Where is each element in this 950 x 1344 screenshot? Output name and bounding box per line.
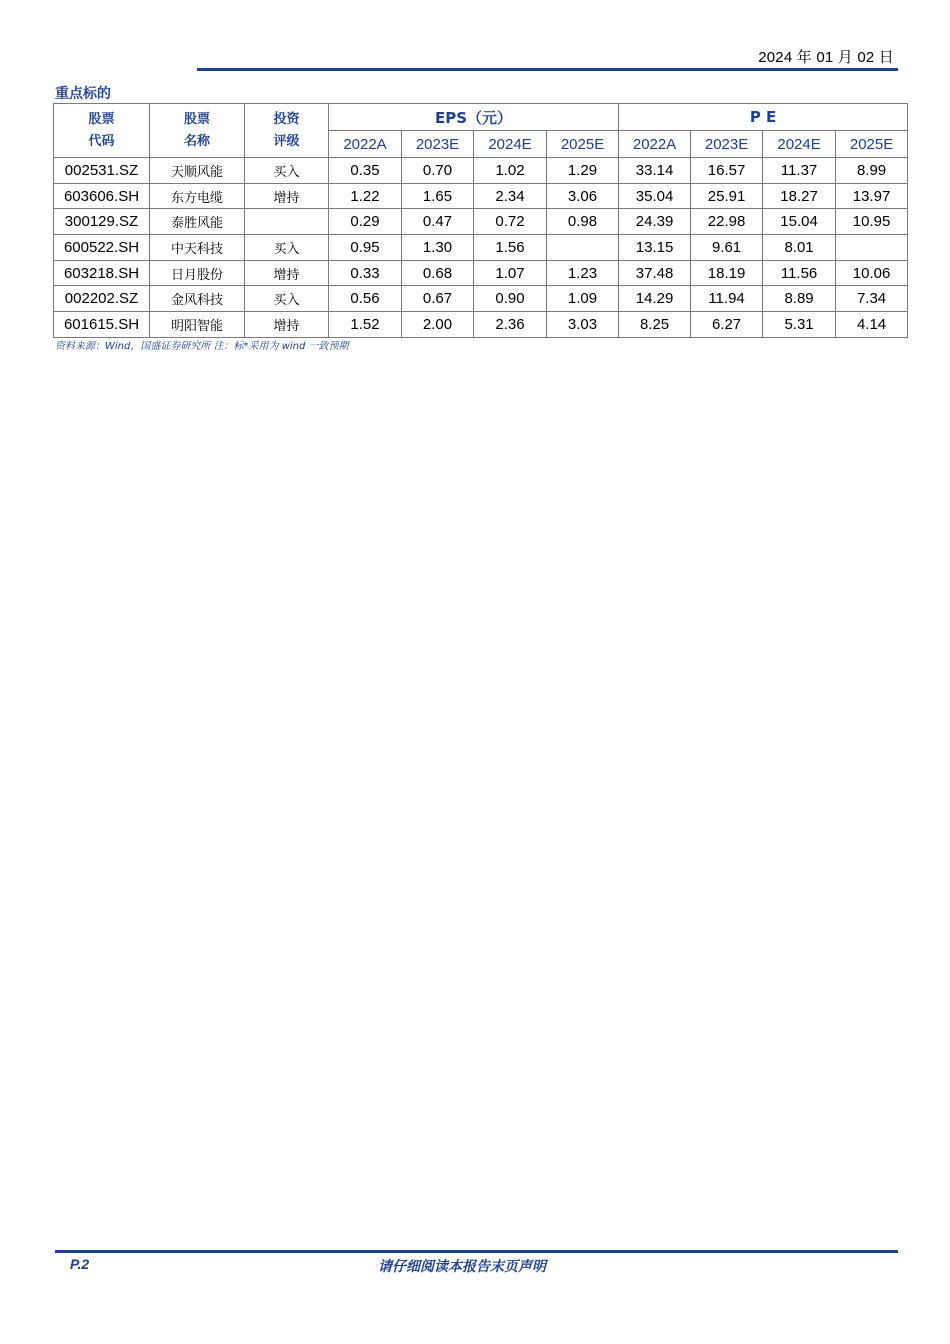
- pe-2022a-cell: 8.25: [619, 312, 691, 338]
- eps-2025e-cell: 1.23: [547, 260, 619, 286]
- pe-2024e-cell: 15.04: [763, 209, 836, 235]
- stock-code-cell: 300129.SZ: [54, 209, 150, 235]
- eps-2025e-cell: 1.29: [547, 158, 619, 184]
- pe-2024e-cell: 11.56: [763, 260, 836, 286]
- header-stock-code-line2: 代码: [88, 133, 115, 149]
- pe-2022a-cell: 37.48: [619, 260, 691, 286]
- pe-2025e-cell: [836, 235, 908, 261]
- stock-code-cell: 601615.SH: [54, 312, 150, 338]
- eps-2024e-cell: 0.90: [474, 286, 547, 312]
- eps-2024e-cell: 1.02: [474, 158, 547, 184]
- pe-2023e-cell: 6.27: [691, 312, 763, 338]
- table-row: [54, 286, 908, 312]
- pe-2024e-cell: 8.89: [763, 286, 836, 312]
- table-header: [54, 104, 908, 158]
- header-rating: [245, 104, 329, 158]
- stock-name-cell: 中天科技: [150, 235, 245, 261]
- eps-2025e-cell: 3.03: [547, 312, 619, 338]
- rating-cell: 买入: [245, 286, 329, 312]
- key-stocks-table: [53, 103, 908, 338]
- rating-cell: 增持: [245, 260, 329, 286]
- table-row: [54, 312, 908, 338]
- header-stock-name-line1: 股票: [183, 111, 210, 127]
- eps-2025e-cell: 1.09: [547, 286, 619, 312]
- eps-2024e-cell: 2.36: [474, 312, 547, 338]
- header-pe-2024e: 2024E: [763, 131, 836, 158]
- pe-2022a-cell: 24.39: [619, 209, 691, 235]
- eps-2025e-cell: 3.06: [547, 183, 619, 209]
- stock-code-cell: 600522.SH: [54, 235, 150, 261]
- eps-2023e-cell: 0.70: [402, 158, 474, 184]
- pe-2025e-cell: 13.97: [836, 183, 908, 209]
- header-eps-2023e: 2023E: [402, 131, 474, 158]
- stock-code-cell: 603218.SH: [54, 260, 150, 286]
- eps-2025e-cell: [547, 235, 619, 261]
- eps-2023e-cell: 0.68: [402, 260, 474, 286]
- pe-2024e-cell: 11.37: [763, 158, 836, 184]
- pe-2025e-cell: 7.34: [836, 286, 908, 312]
- stock-code-cell: 603606.SH: [54, 183, 150, 209]
- stock-code-cell: 002202.SZ: [54, 286, 150, 312]
- eps-2023e-cell: 0.47: [402, 209, 474, 235]
- pe-2022a-cell: 33.14: [619, 158, 691, 184]
- eps-2023e-cell: 1.30: [402, 235, 474, 261]
- header-eps-group: EPS（元）: [329, 104, 619, 131]
- pe-2023e-cell: 16.57: [691, 158, 763, 184]
- header-pe-group: P E: [619, 104, 908, 131]
- table-row: [54, 260, 908, 286]
- eps-2024e-cell: 2.34: [474, 183, 547, 209]
- rating-cell: 增持: [245, 183, 329, 209]
- table-body: [54, 158, 908, 338]
- pe-2022a-cell: 14.29: [619, 286, 691, 312]
- eps-2024e-cell: 1.56: [474, 235, 547, 261]
- header-divider: [197, 68, 898, 71]
- stock-code-cell: 002531.SZ: [54, 158, 150, 184]
- rating-cell: [245, 209, 329, 235]
- pe-2024e-cell: 8.01: [763, 235, 836, 261]
- pe-2025e-cell: 4.14: [836, 312, 908, 338]
- header-stock-code-line1: 股票: [88, 111, 115, 127]
- rating-cell: 买入: [245, 158, 329, 184]
- pe-2022a-cell: 35.04: [619, 183, 691, 209]
- eps-2022a-cell: 0.35: [329, 158, 402, 184]
- pe-2024e-cell: 5.31: [763, 312, 836, 338]
- rating-cell: 增持: [245, 312, 329, 338]
- eps-2023e-cell: 1.65: [402, 183, 474, 209]
- pe-2023e-cell: 9.61: [691, 235, 763, 261]
- pe-2023e-cell: 18.19: [691, 260, 763, 286]
- stock-name-cell: 泰胜风能: [150, 209, 245, 235]
- eps-2022a-cell: 0.95: [329, 235, 402, 261]
- eps-2024e-cell: 0.72: [474, 209, 547, 235]
- table-row: [54, 235, 908, 261]
- eps-2025e-cell: 0.98: [547, 209, 619, 235]
- table-row: [54, 158, 908, 184]
- header-pe-2022a: 2022A: [619, 131, 691, 158]
- pe-2023e-cell: 22.98: [691, 209, 763, 235]
- eps-2022a-cell: 1.52: [329, 312, 402, 338]
- pe-2025e-cell: 8.99: [836, 158, 908, 184]
- header-eps-2024e: 2024E: [474, 131, 547, 158]
- stock-name-cell: 明阳智能: [150, 312, 245, 338]
- stock-name-cell: 金风科技: [150, 286, 245, 312]
- table-row: [54, 209, 908, 235]
- stock-name-cell: 天顺风能: [150, 158, 245, 184]
- eps-2022a-cell: 0.33: [329, 260, 402, 286]
- header-pe-2025e: 2025E: [836, 131, 908, 158]
- header-stock-name-line2: 名称: [183, 133, 210, 149]
- source-note: 资料来源：Wind，国盛证券研究所 注：标*采用为 wind 一致预期: [55, 341, 349, 352]
- header-rating-line2: 评级: [273, 133, 300, 149]
- header-rating-line1: 投资: [273, 111, 300, 127]
- eps-2023e-cell: 2.00: [402, 312, 474, 338]
- eps-2024e-cell: 1.07: [474, 260, 547, 286]
- header-stock-code: [54, 104, 150, 158]
- header-eps-2022a: 2022A: [329, 131, 402, 158]
- header-stock-name: [150, 104, 245, 158]
- pe-2025e-cell: 10.06: [836, 260, 908, 286]
- disclaimer-notice: 请仔细阅读本报告末页声明: [378, 1259, 546, 1275]
- eps-2023e-cell: 0.67: [402, 286, 474, 312]
- pe-2023e-cell: 25.91: [691, 183, 763, 209]
- footer-divider: [55, 1250, 898, 1253]
- page-number: P.2: [70, 1256, 90, 1272]
- pe-2022a-cell: 13.15: [619, 235, 691, 261]
- pe-2023e-cell: 11.94: [691, 286, 763, 312]
- stock-name-cell: 日月股份: [150, 260, 245, 286]
- section-title: 重点标的: [55, 86, 111, 102]
- pe-2025e-cell: 10.95: [836, 209, 908, 235]
- pe-2024e-cell: 18.27: [763, 183, 836, 209]
- header-eps-2025e: 2025E: [547, 131, 619, 158]
- stock-name-cell: 东方电缆: [150, 183, 245, 209]
- eps-2022a-cell: 1.22: [329, 183, 402, 209]
- table-row: [54, 183, 908, 209]
- eps-2022a-cell: 0.56: [329, 286, 402, 312]
- eps-2022a-cell: 0.29: [329, 209, 402, 235]
- header-pe-2023e: 2023E: [691, 131, 763, 158]
- report-date: 2024 年 01 月 02 日: [758, 49, 894, 66]
- rating-cell: 买入: [245, 235, 329, 261]
